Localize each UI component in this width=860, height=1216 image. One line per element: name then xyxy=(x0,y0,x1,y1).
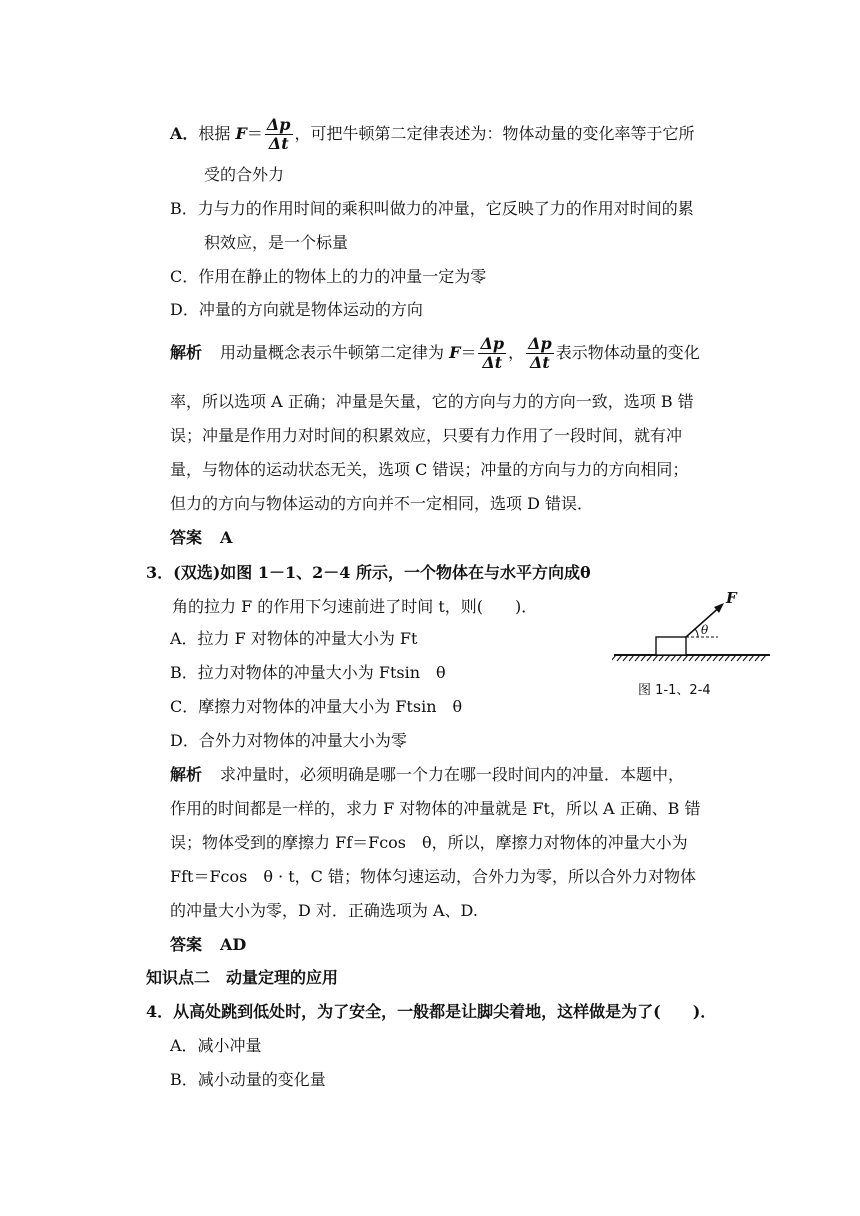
q3-analysis-line2: 作用的时间都是一样的，求力 F 对物体的冲量就是 Ft，所以 A 正确、B 错 xyxy=(170,799,701,818)
q2-answer xyxy=(170,527,232,549)
angle-label: θ xyxy=(701,623,709,637)
q4-option-b: B．减小动量的变化量 xyxy=(170,1070,326,1089)
q4-option-a: A．减小冲量 xyxy=(170,1036,262,1055)
q3-figure xyxy=(612,585,772,665)
q2-option-a-line1: A．根据 F＝ $\frac{\Delta p}{\Delta t}$ ，可把牛顿第二定律表述为：物体动量的变化率等于它所 xyxy=(170,115,695,153)
q3-analysis-line4: Fft＝Fcos θ · t，C 错；物体匀速运动，合外力为零，所以合外力对物体 xyxy=(170,867,697,886)
force-label: F xyxy=(726,589,737,607)
q3-option-b: B．拉力对物体的冲量大小为 Ftsin θ xyxy=(170,663,446,682)
q3-analysis-line5: 的冲量大小为零，D 对．正确选项为 A、D. xyxy=(170,901,478,920)
q2-analysis-line3: 误；冲量是作用力对时间的积累效应，只要有力作用了一段时间，就有冲 xyxy=(170,426,683,445)
q2-analysis-line2: 率，所以选项 A 正确；冲量是矢量，它的方向与力的方向一致，选项 B 错 xyxy=(170,392,694,411)
q3-analysis-line1: 解析 求冲量时，必须明确是哪一个力在哪一段时间内的冲量．本题中， xyxy=(170,765,685,784)
q2-option-c: C．作用在静止的物体上的力的冲量一定为零 xyxy=(170,267,487,286)
block xyxy=(656,637,686,655)
q3-answer-value: AD xyxy=(220,935,247,954)
q3-analysis-line3: 误；物体受到的摩擦力 Ff＝Fcos θ，所以，摩擦力对物体的冲量大小为 xyxy=(170,833,688,852)
q2-analysis-line4: 量，与物体的运动状态无关，选项 C 错误；冲量的方向与力的方向相同； xyxy=(170,460,689,479)
q3-answer-label: 答案 xyxy=(170,935,203,954)
q3-option-a: A．拉力 F 对物体的冲量大小为 Ft xyxy=(170,629,418,648)
q2-analysis-label: 解析 xyxy=(170,343,203,362)
q2-option-b-line1: B．力与力的作用时间的乘积叫做力的冲量，它反映了力的作用对时间的累 xyxy=(170,199,694,218)
section-title: 知识点二 动量定理的应用 xyxy=(146,968,339,987)
q2-answer-value: A xyxy=(220,528,233,547)
q3-analysis-label: 解析 xyxy=(170,765,203,784)
q2-analysis-line1: 解析 用动量概念表示牛顿第二定律为 F＝ $\frac{\Delta p}{\Delta t}$ ， $\frac{\Delta p}{\Delta t}$ 表示物体动量的变化 xyxy=(170,334,700,372)
q3-option-d: D．合外力对物体的冲量大小为零 xyxy=(170,731,407,750)
q2-option-b-line2: 积效应，是一个标量 xyxy=(204,233,349,252)
q2-analysis-line5: 但力的方向与物体运动的方向并不一定相同，选项 D 错误． xyxy=(170,494,594,513)
q2-analysis-fraction-2: $\frac{\Delta p}{\Delta t}$ xyxy=(528,334,552,372)
q4-stem: 4．从高处跳到低处时，为了安全，一般都是让脚尖着地，这样做是为了( )． xyxy=(146,1002,717,1021)
angle-arc xyxy=(695,629,698,637)
q3-answer xyxy=(170,934,246,956)
q2-option-a-line2: 受的合外力 xyxy=(204,165,285,184)
q2-option-a-fraction: $\frac{\Delta p}{\Delta t}$ xyxy=(266,115,291,153)
q3-figure-caption: 图 1-1、2-4 xyxy=(638,683,711,698)
q2-analysis-fraction-1: $\frac{\Delta p}{\Delta t}$ xyxy=(480,334,505,372)
q3-option-c: C．摩擦力对物体的冲量大小为 Ftsin θ xyxy=(170,697,463,716)
q2-option-a-label: A． xyxy=(170,124,199,143)
q2-option-d: D．冲量的方向就是物体运动的方向 xyxy=(170,300,423,319)
q2-answer-label: 答案 xyxy=(170,528,203,547)
q3-stem-line2: 角的拉力 F 的作用下匀速前进了时间 t，则( )． xyxy=(172,597,538,616)
ground-hatching xyxy=(612,655,770,661)
q3-stem-line1: 3．(双选)如图 1－1、2－4 所示，一个物体在与水平方向成θ xyxy=(146,563,591,582)
